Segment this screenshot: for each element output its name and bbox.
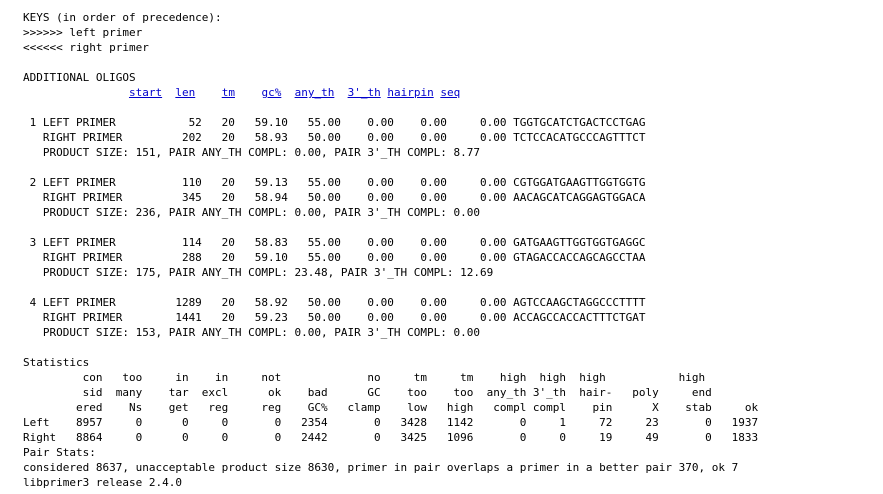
col-hairpin-link[interactable]: hairpin — [387, 86, 434, 99]
release-line: libprimer3 release 2.4.0 — [23, 476, 182, 489]
statistics-row-right: Right 8864 0 0 0 0 2442 0 3425 1096 0 0 19 49 0 1833 — [23, 431, 759, 444]
pair-3-left-primer: 3 LEFT PRIMER 114 20 58.83 55.00 0.00 0.00 0.00 GATGAAGTTGGTGGTGAGGC — [23, 236, 646, 249]
pair-4-right-primer: RIGHT PRIMER 1441 20 59.23 50.00 0.00 0.00 0.00 ACCAGCCACCACTTTCTGAT — [23, 311, 646, 324]
col-gc-link[interactable]: gc% — [261, 86, 282, 99]
keys-right-primer: <<<<<< right primer — [23, 41, 149, 54]
pair-4-left-primer: 4 LEFT PRIMER 1289 20 58.92 50.00 0.00 0.00 0.00 AGTCCAAGCTAGGCCCTTTT — [23, 296, 646, 309]
pair-1-right-primer: RIGHT PRIMER 202 20 58.93 50.00 0.00 0.00 0.00 TCTCCACATGCCCAGTTTCT — [23, 131, 646, 144]
statistics-header-row: con too in in not no tm tm high high high high — [23, 371, 706, 384]
keys-heading: KEYS (in order of precedence): — [23, 11, 222, 24]
pair-stats-heading: Pair Stats: — [23, 446, 96, 459]
oligos-heading: ADDITIONAL OLIGOS — [23, 71, 136, 84]
pair-2-right-primer: RIGHT PRIMER 345 20 58.94 50.00 0.00 0.00 0.00 AACAGCATCAGGAGTGGACA — [23, 191, 646, 204]
keys-left-primer: >>>>>> left primer — [23, 26, 143, 39]
col-start-link[interactable]: start — [128, 86, 163, 99]
col-tm-link[interactable]: tm — [221, 86, 235, 99]
statistics-header-row: ered Ns get reg reg GC% clamp low high compl compl pin X stab ok — [23, 401, 759, 414]
col-len-link[interactable]: len — [175, 86, 196, 99]
pair-3-product-size: PRODUCT SIZE: 175, PAIR ANY_TH COMPL: 23.48, PAIR 3'_TH COMPL: 12.69 — [23, 266, 494, 279]
statistics-heading: Statistics — [23, 356, 90, 369]
pair-stats-text: considered 8637, unacceptable product size 8630, primer in pair overlaps a primer in a better pair 370, ok 7 — [23, 461, 739, 474]
pair-3-right-primer: RIGHT PRIMER 288 20 59.10 55.00 0.00 0.00 0.00 GTAGACCACCAGCAGCCTAA — [23, 251, 646, 264]
pair-2-left-primer: 2 LEFT PRIMER 110 20 59.13 55.00 0.00 0.00 0.00 CGTGGATGAAGTTGGTGGTG — [23, 176, 646, 189]
col-any-th-link[interactable]: any_th — [294, 86, 335, 99]
column-header-row — [23, 85, 460, 100]
pair-4-product-size: PRODUCT SIZE: 153, PAIR ANY_TH COMPL: 0.00, PAIR 3'_TH COMPL: 0.00 — [23, 326, 480, 339]
statistics-header-row: sid many tar excl ok bad GC too too any_th 3'_th hair- poly end — [23, 386, 712, 399]
pair-2-product-size: PRODUCT SIZE: 236, PAIR ANY_TH COMPL: 0.00, PAIR 3'_TH COMPL: 0.00 — [23, 206, 480, 219]
statistics-row-left: Left 8957 0 0 0 0 2354 0 3428 1142 0 1 72 23 0 1937 — [23, 416, 759, 429]
pair-1-left-primer: 1 LEFT PRIMER 52 20 59.10 55.00 0.00 0.00 0.00 TGGTGCATCTGACTCCTGAG — [23, 116, 646, 129]
col-3-th-link[interactable]: 3'_th — [347, 86, 381, 99]
pair-1-product-size: PRODUCT SIZE: 151, PAIR ANY_TH COMPL: 0.00, PAIR 3'_TH COMPL: 8.77 — [23, 146, 480, 159]
col-seq-link[interactable]: seq — [440, 86, 461, 99]
